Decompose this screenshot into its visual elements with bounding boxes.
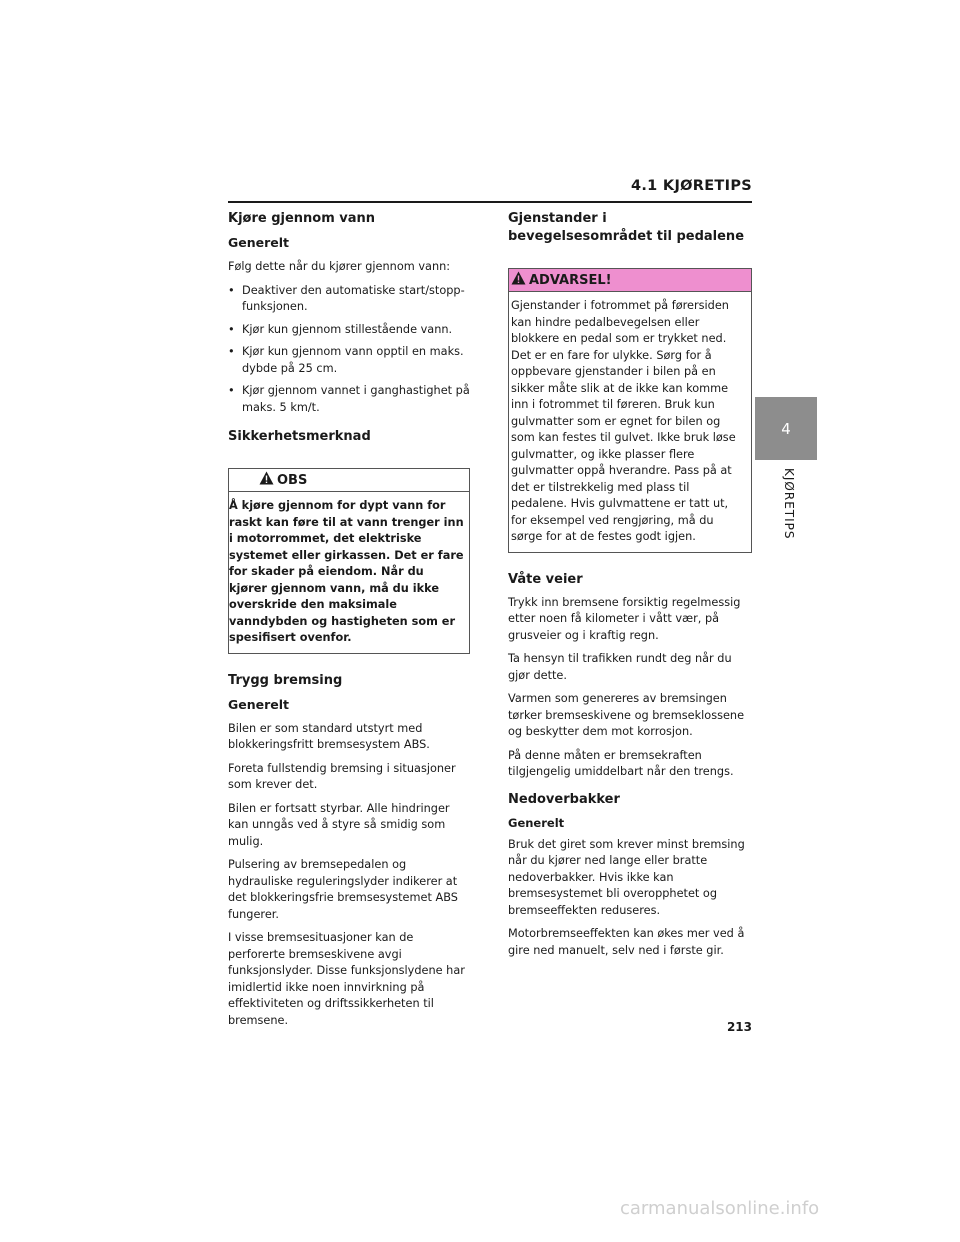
- brake-title: Trygg bremsing: [228, 672, 343, 688]
- warning-header: [509, 269, 751, 292]
- water-bullet-list: [228, 283, 470, 417]
- chapter-label: KJØRETIPS: [782, 468, 796, 540]
- downhill-paragraph: Bruk det giret som krever minst bremsing når du kjører ned lange eller bratte nedoverbakker. Hvis ikke kan bremsesystemet bli overopphetet og bremseeffekten reduseres.: [508, 837, 745, 917]
- pedal-title: Gjenstander i bevegelsesområdet til pedalene: [508, 211, 745, 244]
- downhill-title: Nedoverbakker: [508, 791, 620, 807]
- warning-text: Gjenstander i fotrommet på førersiden kan hindre pedalbevegelsen eller blokkere en pedal som er trykket ned. Det er en fare for ulykke. Sørg for å oppbevare gjenstander i bilen på en sikker måte slik at de ikke kan komme inn i fotrommet til føreren. Bruk kun gulvmatter som er egnet for bilen og som kan festes til gulvet. Ikke bruk løse gulvmatter, og ikke plasser flere gulvmatter oppå hverandre. Pass på at det er tilstrekkelig med plass til pedalene. Hvis gulvmattene er tatt ut, for eksempel ved rengjøring, må du sørge for at de festes godt igjen.: [511, 299, 736, 543]
- header-rule: [228, 201, 752, 203]
- list-item: • Deaktiver den automatiske start/stopp-funksjonen.: [228, 283, 470, 316]
- brake-paragraph: Pulsering av bremsepedalen og hydrauliske reguleringslyder indikerer at det blokkeringsfrie bremsesystemet ABS fungerer.: [228, 858, 458, 921]
- water-title: Kjøre gjennom vann: [228, 211, 376, 226]
- page-number: 213: [726, 1020, 752, 1034]
- brake-paragraph: I visse bremsesituasjoner kan de perforerte bremseskivene avgi funksjonslyder. Disse funksjonslydene har imidlertid ikke noen innvirkning på effektiviteten og driftssikkerheten til bremsene.: [228, 931, 465, 1027]
- warning-body: [509, 292, 751, 552]
- water-subtitle: Generelt: [228, 235, 290, 250]
- left-column: [228, 210, 470, 1036]
- obs-notice-box: [228, 468, 470, 654]
- obs-text: Å kjøre gjennom for dypt vann for raskt kan føre til at vann trenger inn i motorrommet, det elektriske systemet eller girkassen. Det er fare for skader på eiendom. Når du kjører gjennom vann, må du ikke overskride den maksimale vanndybden og hastigheten som er spesifisert ovenfor.: [229, 499, 464, 644]
- brake-paragraph: Foreta fullstendig bremsing i situasjoner som krever det.: [228, 761, 456, 791]
- downhill-subtitle: Generelt: [508, 815, 565, 830]
- brake-subtitle: Generelt: [228, 696, 290, 712]
- section-header: 4.1 KJØRETIPS: [630, 178, 752, 194]
- wet-paragraph: På denne måten er bremsekraften tilgjengelig umiddelbart når den trengs.: [508, 748, 734, 778]
- chapter-tab: [755, 397, 817, 460]
- obs-notice-header: [229, 469, 469, 492]
- warning-label: ADVARSEL!: [529, 272, 612, 288]
- list-item: • Kjør kun gjennom stillestående vann.: [228, 322, 470, 339]
- brake-paragraph: Bilen er som standard utstyrt med blokkeringsfritt bremsesystem ABS.: [228, 721, 430, 751]
- warning-triangle-icon: [511, 271, 526, 289]
- wet-paragraph: Trykk inn bremsene forsiktig regelmessig etter noen få kilometer i vått vær, på grusveier og i kraftig regn.: [508, 595, 741, 642]
- obs-notice-body: [229, 492, 469, 653]
- right-column: [508, 210, 752, 966]
- downhill-paragraph: Motorbremseeffekten kan økes mer ved å gire ned manuelt, selv ned i første gir.: [508, 927, 745, 957]
- safety-title: Sikkerhetsmerknad: [228, 429, 371, 444]
- wet-paragraph: Varmen som genereres av bremsingen tørker bremseskivene og bremseklossene og beskytter dem mot korrosjon.: [508, 692, 745, 738]
- list-item: • Kjør gjennom vannet i ganghastighet på maks. 5 km/t.: [228, 383, 470, 416]
- watermark: carmanualsonline.info: [620, 1198, 820, 1219]
- warning-box: [508, 268, 752, 553]
- water-intro: Følg dette når du kjører gjennom vann:: [228, 260, 451, 273]
- wet-roads-title: Våte veier: [508, 571, 583, 587]
- chapter-number: 4: [781, 419, 791, 438]
- wet-paragraph: Ta hensyn til trafikken rundt deg når du gjør dette.: [508, 652, 732, 682]
- obs-label: OBS: [277, 472, 308, 488]
- list-item: • Kjør kun gjennom vann opptil en maks. dybde på 25 cm.: [228, 344, 470, 377]
- brake-paragraph: Bilen er fortsatt styrbar. Alle hindringer kan unngås ved å styre så smidig som mulig.: [228, 801, 450, 848]
- warning-triangle-icon: [259, 471, 274, 489]
